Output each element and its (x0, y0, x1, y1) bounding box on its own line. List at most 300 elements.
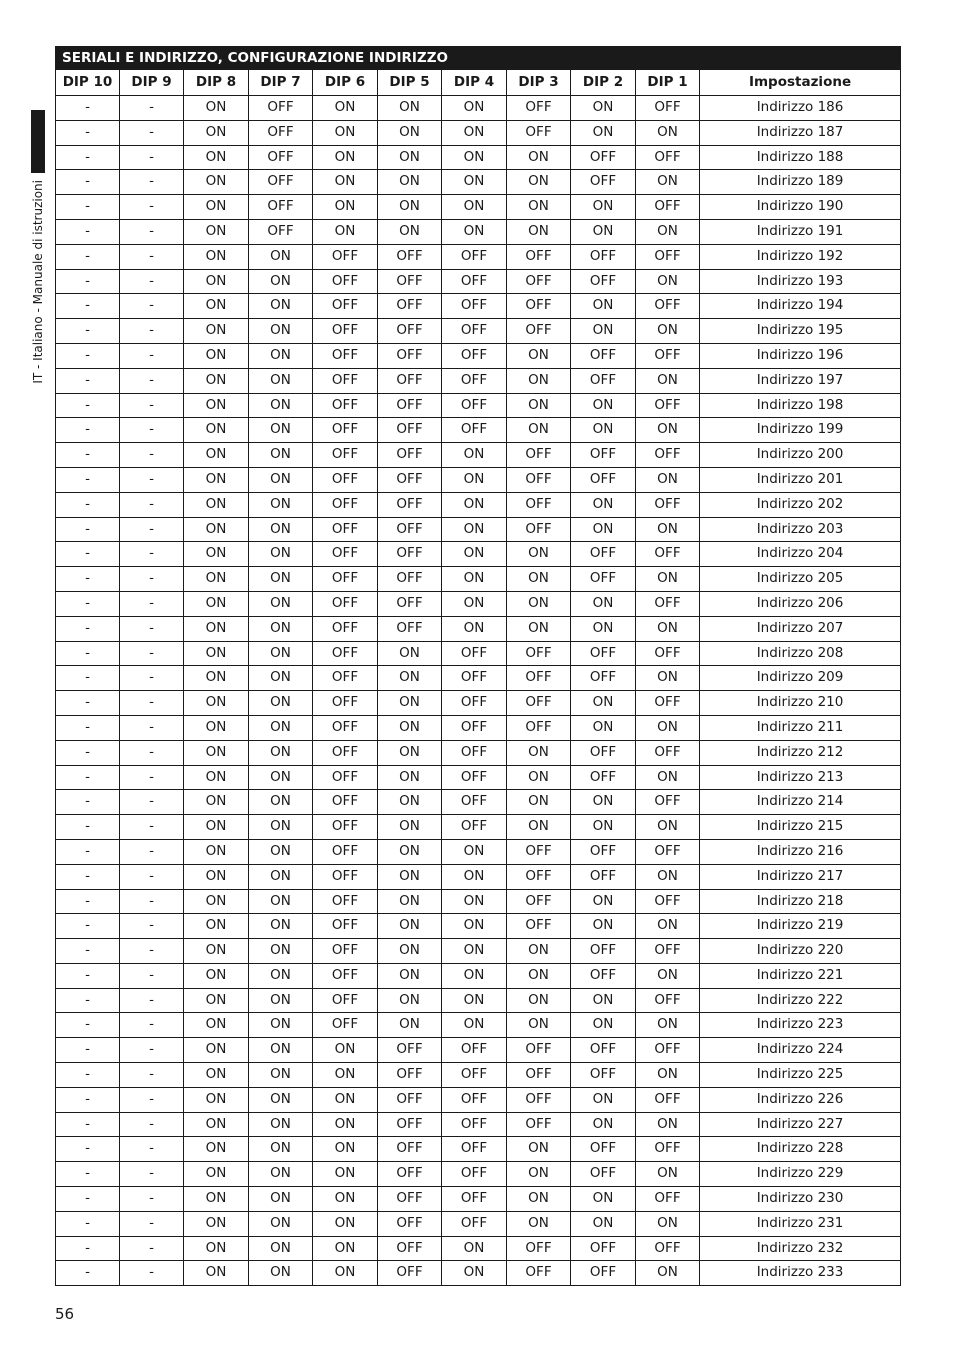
dip-cell: ON (184, 96, 249, 121)
table-title: SERIALI E INDIRIZZO, CONFIGURAZIONE INDIRIZZO (56, 47, 901, 70)
dip-cell: - (56, 740, 120, 765)
dip-cell: ON (184, 567, 249, 592)
dip-cell: OFF (313, 269, 378, 294)
dip-cell: ON (378, 740, 442, 765)
dip-cell: ON (184, 1162, 249, 1187)
dip-cell: ON (313, 120, 378, 145)
dip-cell: ON (507, 963, 571, 988)
dip-cell: OFF (636, 740, 700, 765)
dip-cell: OFF (313, 443, 378, 468)
dip-cell: ON (636, 1211, 700, 1236)
setting-cell: Indirizzo 224 (700, 1038, 901, 1063)
dip-cell: ON (571, 1211, 636, 1236)
dip-cell: ON (313, 1211, 378, 1236)
table-row (56, 1137, 901, 1162)
dip-cell: ON (571, 790, 636, 815)
dip-cell: OFF (249, 195, 313, 220)
setting-cell: Indirizzo 202 (700, 492, 901, 517)
dip-cell: ON (184, 765, 249, 790)
dip-cell: OFF (313, 294, 378, 319)
table-row (56, 715, 901, 740)
dip-cell: - (120, 715, 184, 740)
dip-cell: - (56, 1013, 120, 1038)
dip-cell: ON (249, 368, 313, 393)
dip-cell: OFF (378, 1038, 442, 1063)
table-row (56, 765, 901, 790)
dip-cell: OFF (571, 839, 636, 864)
table-row (56, 418, 901, 443)
dip-cell: ON (249, 244, 313, 269)
dip-cell: OFF (313, 567, 378, 592)
dip-cell: ON (442, 443, 507, 468)
dip-cell: ON (571, 1187, 636, 1212)
column-header: Impostazione (700, 70, 901, 96)
dip-cell: ON (313, 1087, 378, 1112)
dip-cell: ON (184, 1137, 249, 1162)
dip-cell: OFF (442, 294, 507, 319)
table-header-row (56, 70, 901, 96)
dip-cell: - (56, 988, 120, 1013)
table-row (56, 195, 901, 220)
setting-cell: Indirizzo 208 (700, 641, 901, 666)
dip-cell: OFF (507, 120, 571, 145)
dip-cell: ON (249, 666, 313, 691)
dip-cell: OFF (313, 542, 378, 567)
dip-cell: ON (249, 1187, 313, 1212)
dip-cell: OFF (442, 666, 507, 691)
dip-cell: OFF (636, 393, 700, 418)
dip-cell: OFF (507, 1261, 571, 1286)
table-row (56, 641, 901, 666)
dip-cell: OFF (313, 319, 378, 344)
table-row (56, 1038, 901, 1063)
dip-cell: OFF (507, 1063, 571, 1088)
dip-cell: OFF (378, 1087, 442, 1112)
dip-cell: ON (249, 641, 313, 666)
dip-cell: ON (507, 1187, 571, 1212)
table-row (56, 244, 901, 269)
dip-cell: ON (249, 1112, 313, 1137)
dip-cell: OFF (378, 517, 442, 542)
dip-cell: ON (184, 492, 249, 517)
dip-cell: ON (507, 418, 571, 443)
dip-cell: ON (636, 1261, 700, 1286)
setting-cell: Indirizzo 186 (700, 96, 901, 121)
dip-cell: ON (507, 219, 571, 244)
dip-cell: - (56, 1063, 120, 1088)
table-row (56, 443, 901, 468)
dip-cell: OFF (313, 790, 378, 815)
dip-cell: ON (184, 914, 249, 939)
dip-cell: OFF (636, 1087, 700, 1112)
dip-cell: ON (184, 195, 249, 220)
dip-cell: - (56, 492, 120, 517)
dip-cell: OFF (571, 343, 636, 368)
dip-cell: OFF (442, 790, 507, 815)
dip-cell: OFF (378, 244, 442, 269)
dip-cell: ON (249, 1087, 313, 1112)
dip-cell: ON (571, 393, 636, 418)
dip-cell: OFF (313, 244, 378, 269)
dip-cell: OFF (313, 666, 378, 691)
dip-cell: OFF (636, 542, 700, 567)
dip-cell: - (120, 1187, 184, 1212)
dip-cell: OFF (378, 418, 442, 443)
dip-cell: ON (249, 1261, 313, 1286)
dip-cell: OFF (378, 542, 442, 567)
setting-cell: Indirizzo 190 (700, 195, 901, 220)
dip-cell: ON (184, 691, 249, 716)
dip-cell: - (120, 1112, 184, 1137)
dip-cell: - (56, 1162, 120, 1187)
dip-cell: - (120, 939, 184, 964)
dip-cell: ON (571, 691, 636, 716)
table-row (56, 963, 901, 988)
dip-cell: ON (378, 641, 442, 666)
page-number: 56 (55, 1305, 75, 1323)
setting-cell: Indirizzo 207 (700, 616, 901, 641)
table-row (56, 790, 901, 815)
dip-cell: ON (507, 1211, 571, 1236)
dip-cell: ON (249, 988, 313, 1013)
dip-cell: - (120, 244, 184, 269)
dip-cell: ON (249, 1162, 313, 1187)
dip-cell: ON (507, 567, 571, 592)
dip-cell: OFF (313, 517, 378, 542)
dip-cell: ON (507, 765, 571, 790)
table-row (56, 492, 901, 517)
dip-cell: - (56, 616, 120, 641)
setting-cell: Indirizzo 198 (700, 393, 901, 418)
dip-cell: OFF (636, 889, 700, 914)
setting-cell: Indirizzo 229 (700, 1162, 901, 1187)
dip-cell: ON (249, 889, 313, 914)
dip-cell: ON (571, 219, 636, 244)
table-row (56, 567, 901, 592)
dip-cell: ON (378, 96, 442, 121)
dip-cell: OFF (507, 96, 571, 121)
side-label: IT - Italiano - Manuale di istruzioni (31, 180, 45, 384)
dip-cell: - (120, 443, 184, 468)
dip-cell: OFF (571, 170, 636, 195)
dip-cell: ON (184, 269, 249, 294)
dip-cell: - (120, 195, 184, 220)
dip-cell: - (120, 145, 184, 170)
dip-cell: ON (636, 616, 700, 641)
column-header: DIP 8 (184, 70, 249, 96)
dip-cell: ON (442, 219, 507, 244)
dip-cell: - (120, 815, 184, 840)
dip-cell: ON (184, 219, 249, 244)
dip-cell: OFF (378, 368, 442, 393)
dip-cell: ON (313, 219, 378, 244)
dip-cell: - (56, 393, 120, 418)
dip-cell: ON (378, 963, 442, 988)
setting-cell: Indirizzo 188 (700, 145, 901, 170)
dip-cell: OFF (313, 963, 378, 988)
dip-cell: OFF (442, 691, 507, 716)
dip-cell: ON (442, 542, 507, 567)
setting-cell: Indirizzo 192 (700, 244, 901, 269)
dip-cell: ON (636, 567, 700, 592)
dip-cell: OFF (378, 492, 442, 517)
dip-cell: - (120, 1137, 184, 1162)
setting-cell: Indirizzo 203 (700, 517, 901, 542)
table-row (56, 864, 901, 889)
dip-cell: - (120, 170, 184, 195)
dip-cell: ON (313, 1137, 378, 1162)
dip-cell: - (56, 195, 120, 220)
dip-cell: OFF (636, 790, 700, 815)
setting-cell: Indirizzo 189 (700, 170, 901, 195)
dip-cell: ON (507, 343, 571, 368)
dip-cell: ON (184, 244, 249, 269)
dip-cell: OFF (378, 467, 442, 492)
dip-cell: ON (249, 443, 313, 468)
table-row (56, 1236, 901, 1261)
dip-cell: ON (184, 740, 249, 765)
setting-cell: Indirizzo 227 (700, 1112, 901, 1137)
dip-cell: ON (249, 1038, 313, 1063)
dip-cell: - (56, 244, 120, 269)
dip-cell: ON (313, 1063, 378, 1088)
dip-cell: ON (571, 418, 636, 443)
dip-cell: OFF (313, 393, 378, 418)
dip-cell: ON (184, 319, 249, 344)
dip-cell: - (120, 517, 184, 542)
dip-cell: OFF (507, 294, 571, 319)
dip-cell: ON (378, 195, 442, 220)
dip-cell: - (120, 294, 184, 319)
table-row (56, 591, 901, 616)
dip-cell: OFF (313, 740, 378, 765)
dip-cell: OFF (313, 765, 378, 790)
dip-cell: - (56, 368, 120, 393)
table-row (56, 914, 901, 939)
dip-cell: ON (313, 1236, 378, 1261)
dip-cell: OFF (378, 393, 442, 418)
dip-cell: - (120, 839, 184, 864)
table-body (56, 96, 901, 1286)
dip-cell: ON (184, 1087, 249, 1112)
dip-cell: - (56, 467, 120, 492)
dip-cell: ON (636, 1162, 700, 1187)
dip-cell: ON (184, 368, 249, 393)
dip-cell: OFF (571, 765, 636, 790)
table-row (56, 740, 901, 765)
dip-cell: OFF (636, 939, 700, 964)
dip-cell: - (56, 120, 120, 145)
dip-cell: ON (184, 815, 249, 840)
dip-cell: OFF (442, 244, 507, 269)
dip-cell: ON (507, 616, 571, 641)
dip-cell: - (120, 1261, 184, 1286)
dip-cell: OFF (313, 889, 378, 914)
dip-cell: ON (313, 1187, 378, 1212)
table-row (56, 889, 901, 914)
dip-cell: - (120, 96, 184, 121)
dip-cell: OFF (571, 963, 636, 988)
dip-cell: ON (378, 839, 442, 864)
dip-cell: - (120, 269, 184, 294)
dip-cell: ON (249, 864, 313, 889)
setting-cell: Indirizzo 226 (700, 1087, 901, 1112)
dip-cell: OFF (313, 343, 378, 368)
dip-cell: - (56, 963, 120, 988)
dip-cell: ON (184, 1112, 249, 1137)
dip-cell: ON (442, 195, 507, 220)
table-row (56, 467, 901, 492)
dip-cell: ON (184, 666, 249, 691)
setting-cell: Indirizzo 191 (700, 219, 901, 244)
dip-cell: ON (442, 492, 507, 517)
dip-cell: OFF (571, 1261, 636, 1286)
dip-cell: ON (378, 790, 442, 815)
dip-cell: ON (442, 988, 507, 1013)
dip-cell: OFF (313, 368, 378, 393)
table-row (56, 1013, 901, 1038)
dip-cell: OFF (507, 1087, 571, 1112)
setting-cell: Indirizzo 230 (700, 1187, 901, 1212)
dip-cell: ON (249, 269, 313, 294)
dip-cell: ON (184, 790, 249, 815)
dip-cell: ON (442, 616, 507, 641)
dip-cell: OFF (507, 666, 571, 691)
dip-cell: OFF (249, 120, 313, 145)
dip-cell: ON (442, 96, 507, 121)
dip-cell: ON (507, 988, 571, 1013)
setting-cell: Indirizzo 193 (700, 269, 901, 294)
dip-cell: ON (378, 765, 442, 790)
table-row (56, 319, 901, 344)
dip-cell: - (120, 1063, 184, 1088)
dip-cell: ON (249, 492, 313, 517)
dip-cell: ON (571, 914, 636, 939)
dip-cell: ON (249, 1063, 313, 1088)
dip-cell: ON (249, 567, 313, 592)
dip-cell: ON (442, 567, 507, 592)
dip-cell: ON (636, 963, 700, 988)
setting-cell: Indirizzo 228 (700, 1137, 901, 1162)
dip-cell: ON (184, 1187, 249, 1212)
dip-cell: - (56, 1211, 120, 1236)
dip-cell: ON (571, 294, 636, 319)
dip-cell: - (120, 765, 184, 790)
dip-cell: OFF (636, 1038, 700, 1063)
dip-cell: ON (313, 1162, 378, 1187)
dip-cell: OFF (378, 567, 442, 592)
dip-cell: ON (378, 815, 442, 840)
dip-cell: OFF (636, 492, 700, 517)
dip-cell: - (56, 542, 120, 567)
dip-cell: OFF (636, 294, 700, 319)
dip-cell: - (56, 170, 120, 195)
dip-cell: ON (184, 963, 249, 988)
dip-cell: - (56, 939, 120, 964)
dip-cell: - (56, 145, 120, 170)
dip-cell: OFF (507, 517, 571, 542)
dip-cell: ON (249, 715, 313, 740)
dip-cell: - (56, 641, 120, 666)
dip-cell: OFF (571, 666, 636, 691)
column-header: DIP 3 (507, 70, 571, 96)
dip-cell: OFF (313, 988, 378, 1013)
dip-cell: OFF (378, 443, 442, 468)
dip-cell: ON (636, 269, 700, 294)
dip-cell: ON (378, 914, 442, 939)
dip-cell: - (120, 120, 184, 145)
dip-cell: ON (313, 195, 378, 220)
dip-cell: ON (442, 591, 507, 616)
dip-cell: ON (442, 145, 507, 170)
dip-cell: - (120, 889, 184, 914)
dip-cell: ON (184, 443, 249, 468)
table-row (56, 1187, 901, 1212)
setting-cell: Indirizzo 201 (700, 467, 901, 492)
dip-cell: OFF (636, 988, 700, 1013)
dip-cell: OFF (571, 641, 636, 666)
dip-cell: OFF (442, 1087, 507, 1112)
dip-cell: - (120, 740, 184, 765)
dip-cell: - (120, 666, 184, 691)
dip-cell: ON (184, 120, 249, 145)
dip-cell: ON (571, 616, 636, 641)
dip-cell: ON (249, 616, 313, 641)
dip-cell: ON (507, 393, 571, 418)
table-row (56, 1063, 901, 1088)
dip-cell: OFF (442, 765, 507, 790)
setting-cell: Indirizzo 209 (700, 666, 901, 691)
dip-cell: ON (249, 542, 313, 567)
dip-cell: ON (378, 988, 442, 1013)
dip-cell: OFF (378, 1112, 442, 1137)
dip-cell: ON (313, 1112, 378, 1137)
dip-cell: OFF (507, 691, 571, 716)
dip-cell: ON (442, 517, 507, 542)
dip-cell: ON (184, 616, 249, 641)
dip-cell: ON (184, 1211, 249, 1236)
dip-cell: - (56, 765, 120, 790)
dip-cell: ON (184, 1063, 249, 1088)
dip-cell: ON (636, 1063, 700, 1088)
table-row (56, 1162, 901, 1187)
dip-cell: ON (507, 542, 571, 567)
dip-cell: ON (378, 666, 442, 691)
dip-cell: ON (378, 120, 442, 145)
dip-cell: ON (507, 1137, 571, 1162)
dip-cell: - (120, 641, 184, 666)
table-row (56, 939, 901, 964)
dip-cell: OFF (378, 1187, 442, 1212)
dip-cell: ON (442, 889, 507, 914)
dip-cell: OFF (442, 1211, 507, 1236)
dip-cell: OFF (249, 170, 313, 195)
dip-cell: OFF (313, 691, 378, 716)
dip-cell: - (120, 1013, 184, 1038)
dip-cell: - (120, 1211, 184, 1236)
dip-cell: ON (636, 368, 700, 393)
dip-cell: - (56, 1261, 120, 1286)
dip-cell: OFF (442, 1063, 507, 1088)
dip-cell: - (56, 1236, 120, 1261)
column-header: DIP 7 (249, 70, 313, 96)
dip-cell: ON (249, 790, 313, 815)
dip-cell: ON (507, 368, 571, 393)
dip-cell: ON (636, 517, 700, 542)
dip-cell: ON (571, 1087, 636, 1112)
setting-cell: Indirizzo 199 (700, 418, 901, 443)
dip-cell: ON (442, 839, 507, 864)
